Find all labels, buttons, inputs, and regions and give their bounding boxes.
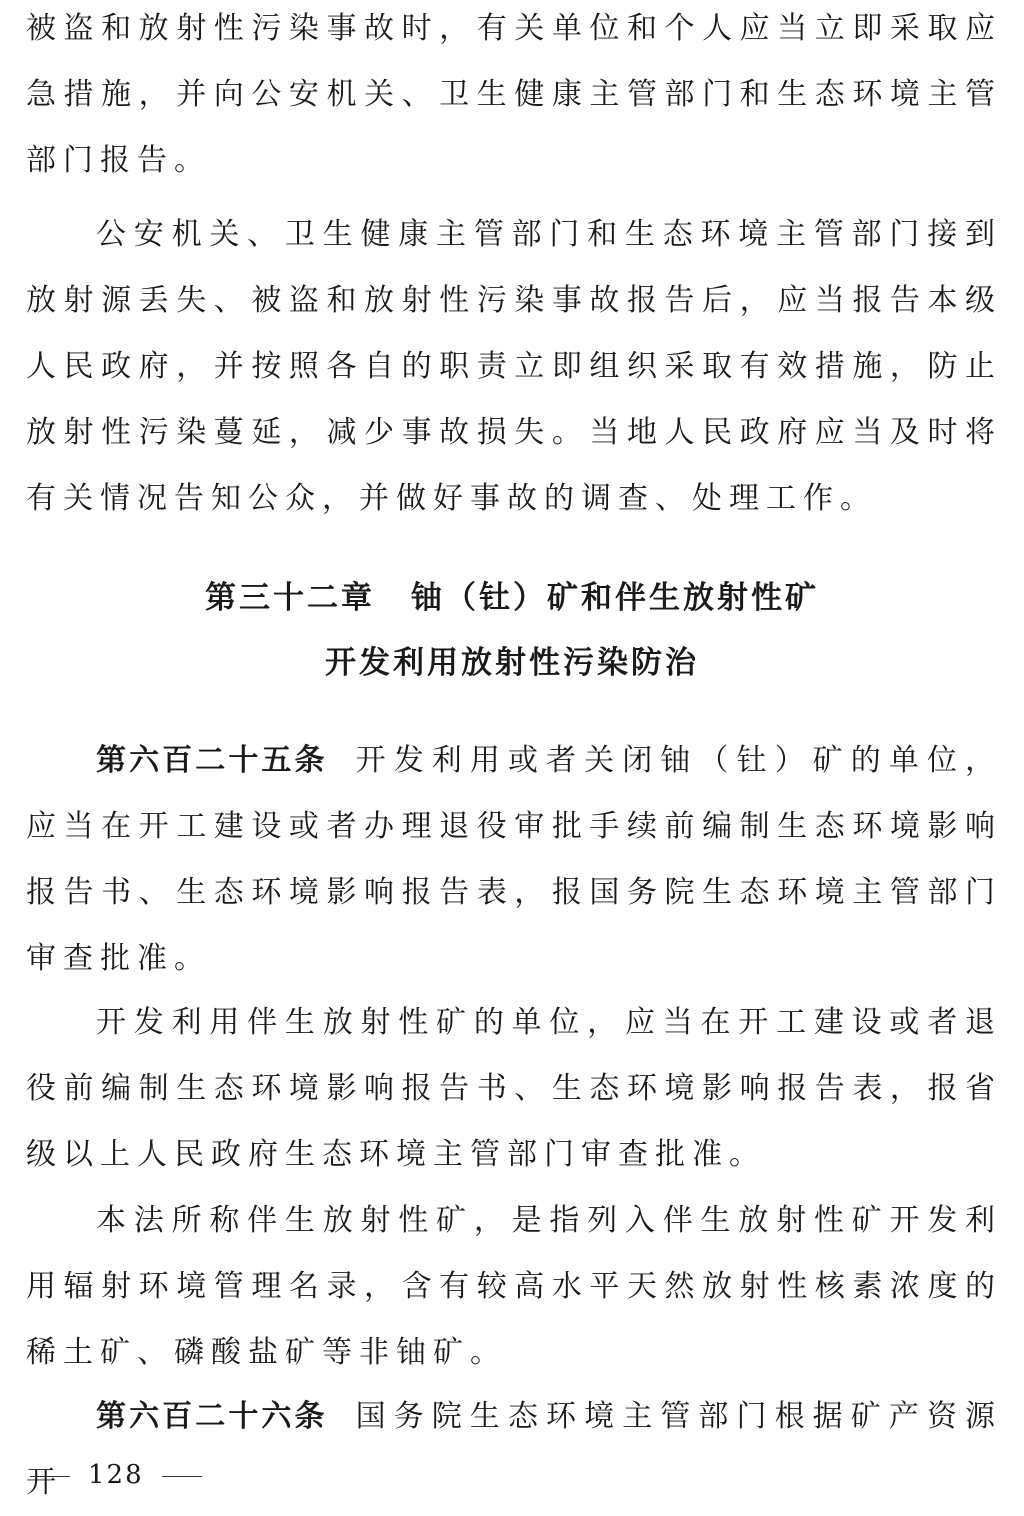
article-625 [26,728,1002,992]
chapter-title-line1: 铀（钍）矿和伴生放射性矿 [411,580,819,616]
page-number: 128 [88,1460,144,1490]
paragraph-report-handling: 公安机关、卫生健康主管部门和生态环境主管部门接到放射源丢失、被盗和放射性污染事故报告后，应当报告本级人民政府，并按照各自的职责立即组织采取有效措施，防止放射性污染蔓延，减少事故损失。当地人民政府应当及时将有关情况告知公众，并做好事故的调查、处理工作。 [26,217,1002,516]
footer-dash-right [162,1476,202,1477]
article-625-text: 开发利用或者关闭铀（钍）矿的单位，应当在开工建设或者办理退役审批手续前编制生态环境影响报告书、生态环境影响报告表，报国务院生态环境主管部门审查批准。 [26,743,1003,976]
paragraph-continued: 被盗和放射性污染事故时，有关单位和个人应当立即采取应急措施，并向公安机关、卫生健康主管部门和生态环境主管部门报告。 [26,11,1002,178]
page-footer [30,1460,202,1490]
paragraph-625-2: 开发利用伴生放射性矿的单位，应当在开工建设或者退役前编制生态环境影响报告书、生态环境影响报告表，报省级以上人民政府生态环境主管部门审查批准。 [26,1005,1002,1172]
footer-dash-left [30,1476,70,1477]
chapter-heading-line2 [0,643,1024,683]
paragraph-625-3: 本法所称伴生放射性矿，是指列入伴生放射性矿开发利用辐射环境管理名录，含有较高水平天然放射性核素浓度的稀土矿、磷酸盐矿等非铀矿。 [26,1203,1002,1370]
chapter-heading-line1 [0,578,1024,618]
chapter-title-line2: 开发利用放射性污染防治 [325,645,699,681]
article-625-number: 第六百二十五条 [96,743,328,778]
article-626 [26,1384,1002,1516]
article-626-number: 第六百二十六条 [96,1399,328,1434]
article-626-text: 国务院生态环境主管部门根据矿产资源开 [26,1399,1003,1500]
chapter-number: 第三十二章 [205,580,375,616]
